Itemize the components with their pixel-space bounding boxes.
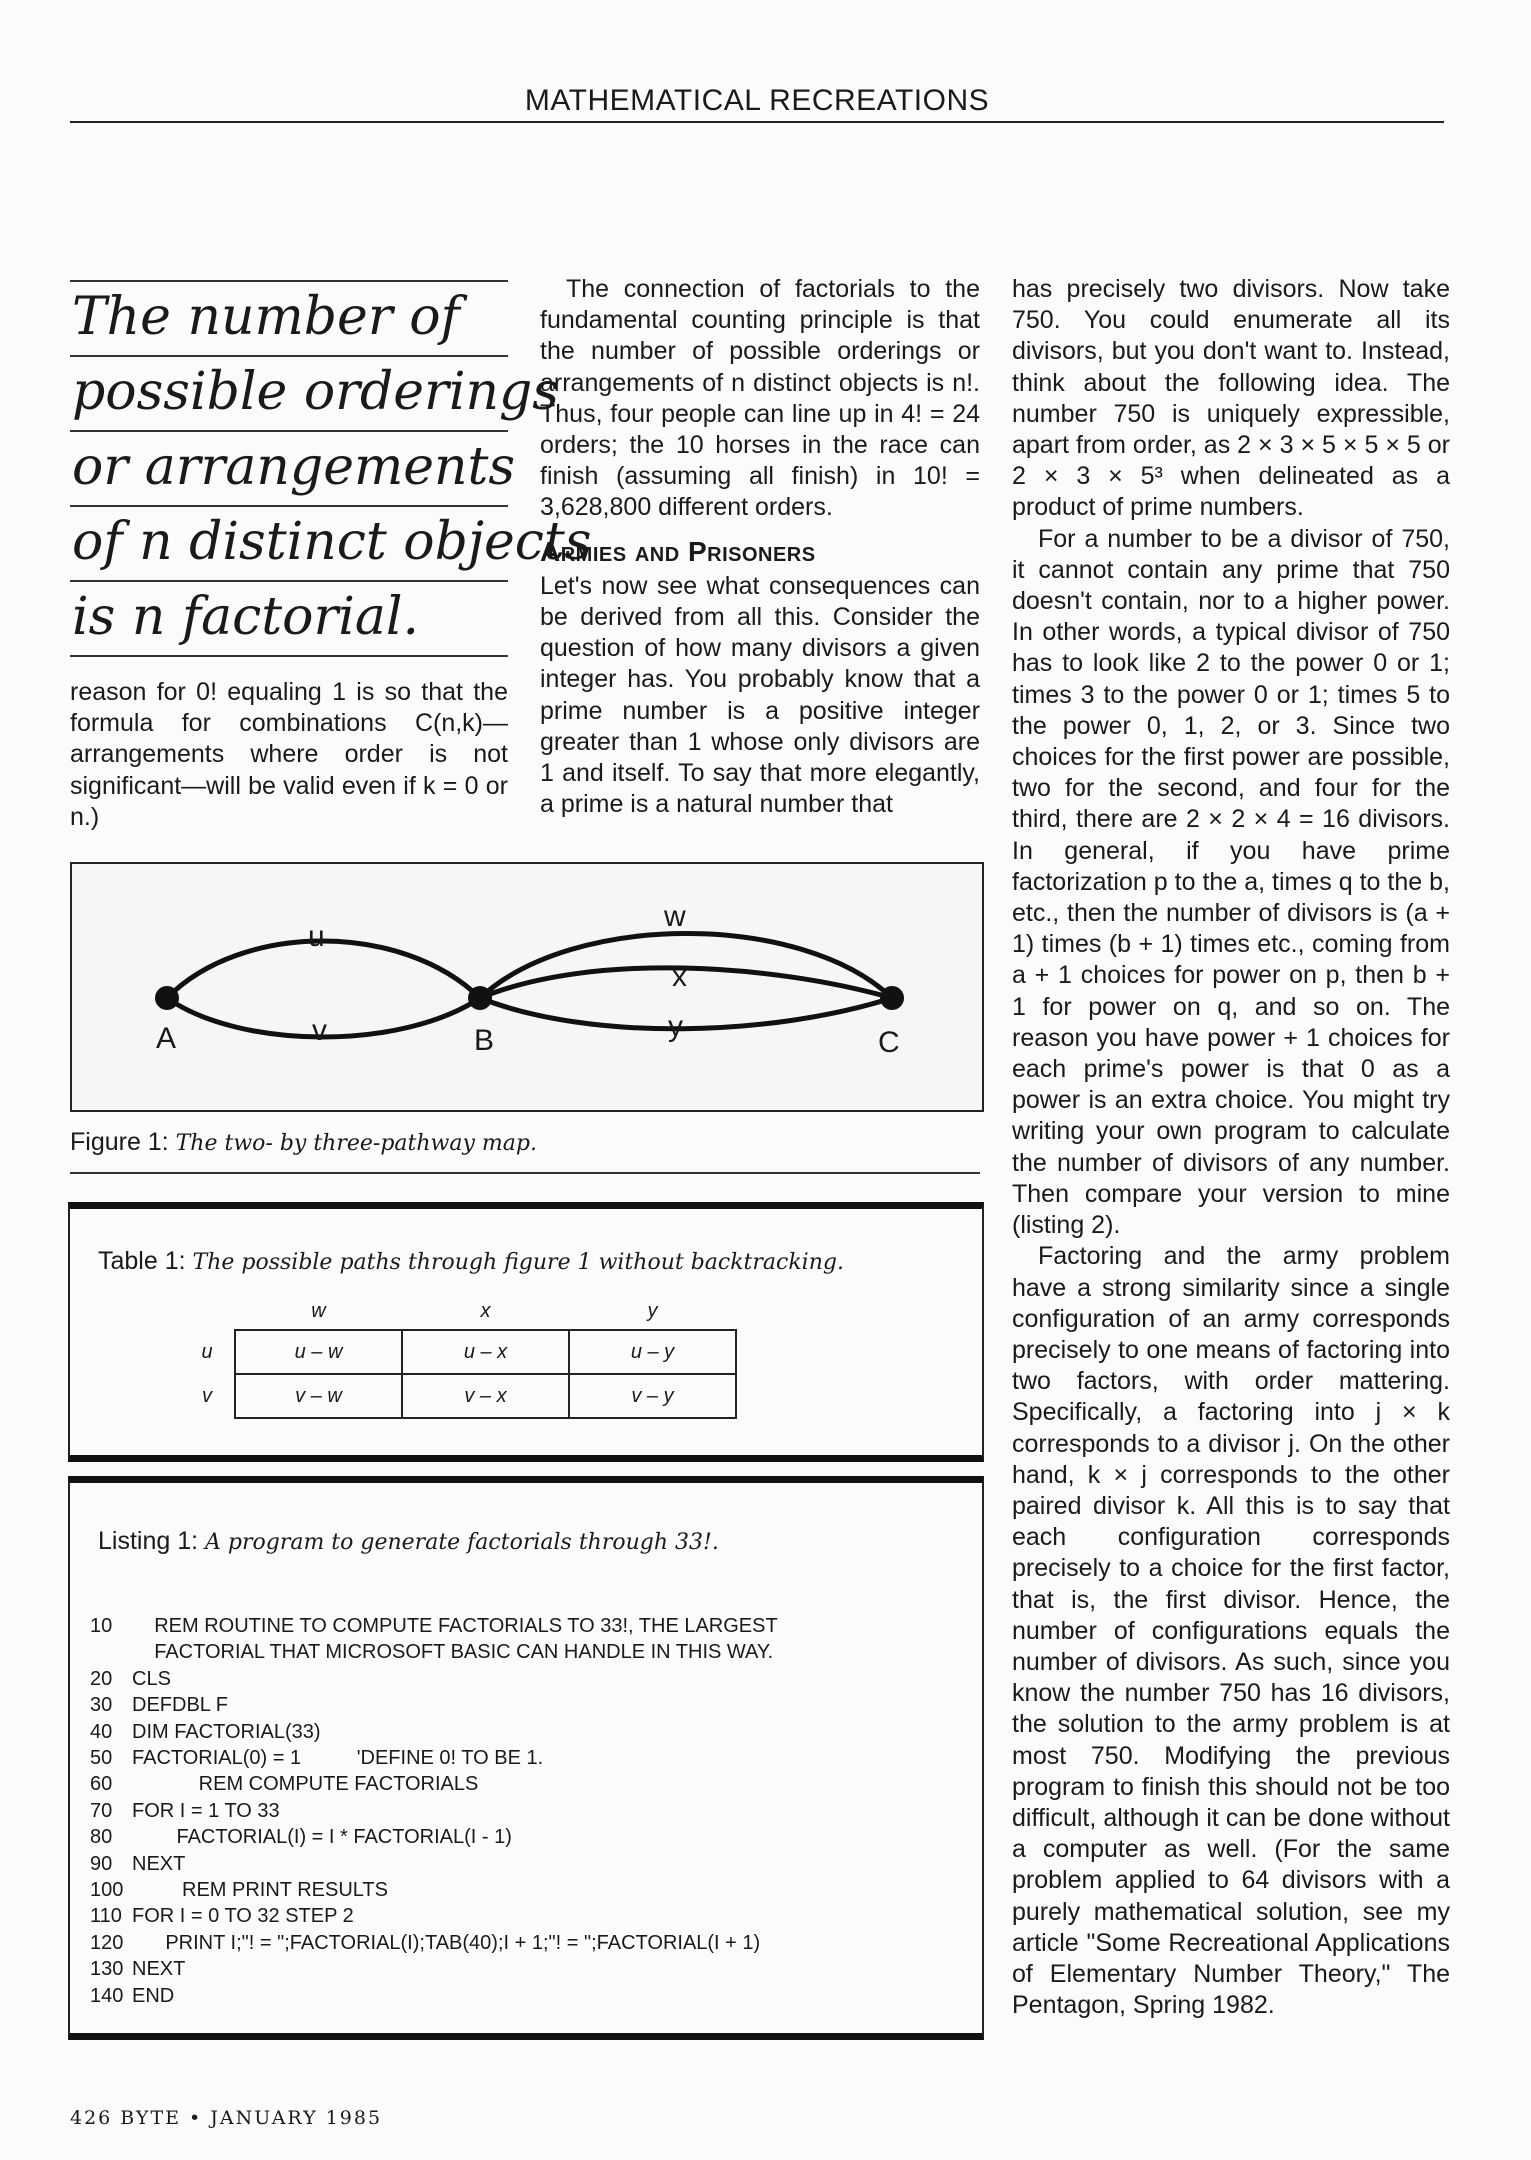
code-line [90,1877,778,1903]
table-cell: v – w [235,1374,402,1418]
edge-label-v: v [312,1014,327,1047]
table-row [180,1374,736,1418]
code-text: FACTORIAL(0) = 1 'DEFINE 0! TO BE 1. [132,1747,544,1770]
figure-caption-label: Figure 1: [70,1128,169,1156]
column-1-text: reason for 0! equaling 1 is so that the formula for combinations C(n,k)—arrangements where order is not significant—will be valid even if k = 0 or n.) [70,678,508,831]
code-text: FACTORIAL(I) = I * FACTORIAL(I - 1) [132,1826,512,1849]
code-line [90,1824,778,1850]
table-cell: u – y [569,1330,736,1374]
code-line [90,1745,778,1771]
code-text: FOR I = 0 TO 32 STEP 2 [132,1905,354,1928]
code-text: NEXT [132,1852,186,1875]
edge-label-u: u [308,920,325,953]
node-label-b: B [474,1024,495,1057]
listing-caption-text: A program to generate factorials through 33!. [205,1530,719,1555]
pull-quote-line: possible orderings [70,355,508,430]
pull-quote-line: is n factorial. [70,580,508,657]
line-number: 80 [90,1826,113,1849]
row-header: v [202,1384,212,1407]
table-cell: v – y [569,1374,736,1418]
column-header: w [311,1299,326,1322]
line-number: 100 [90,1879,124,1902]
paragraph: Let's now see what consequences can be derived from all this. Consider the question of how many divisors a given integer has. You probably know that a prime number is a positive integer greater than 1 whose only divisors are 1 and itself. To say that more elegantly, a prime is a natural number that [540,571,980,819]
code-line [90,1719,778,1745]
column-1 [70,677,508,833]
table-corner [180,1293,235,1330]
line-number: 130 [90,1958,124,1981]
line-number: 90 [90,1852,113,1875]
code-line [90,1851,778,1877]
node-b-dot [468,986,492,1010]
listing-caption [98,1527,719,1556]
section-heading: Armies and Prisoners [540,535,816,567]
line-number: 110 [90,1905,122,1928]
paths-table [180,1293,737,1419]
code-text: REM PRINT RESULTS [132,1879,388,1902]
edge-y [480,998,892,1029]
table-row [180,1330,736,1374]
node-a-dot [155,986,179,1010]
code-line [90,1666,778,1692]
code-line [90,1956,778,1982]
column-header: x [480,1299,491,1322]
code-line [90,1903,778,1929]
code-text: DEFDBL F [132,1694,228,1717]
table-caption-text: The possible paths through figure 1 without backtracking. [192,1250,844,1275]
page-footer: 426 BYTE • JANUARY 1985 [70,2107,383,2129]
column-2 [540,274,980,820]
edge-label-y: y [668,1010,683,1043]
pull-quote [70,280,592,657]
row-header: u [201,1340,213,1363]
line-number: 120 [90,1931,124,1954]
code-line [90,1613,778,1639]
line-number: 50 [90,1747,113,1770]
pull-quote-line: of n distinct objects [70,505,508,580]
code-line [90,1771,778,1797]
code-text: NEXT [132,1958,186,1981]
pathway-diagram [72,864,982,1110]
code-line [90,1983,778,2009]
code-listing [90,1613,778,2009]
code-text: REM ROUTINE TO COMPUTE FACTORIALS TO 33!, THE LARGEST [132,1615,778,1637]
listing-caption-label: Listing 1: [98,1527,199,1555]
pull-quote-line: The number of [70,280,508,355]
code-line [90,1798,778,1824]
edge-label-x: x [672,960,687,993]
line-number: 30 [90,1694,113,1717]
paragraph: Factoring and the army problem have a strong similarity since a single configuration of an army corresponds precisely to one means of factoring into two factors, with order mattering. Specifically, a factoring into j × k corresponds to a divisor j. On the other hand, k × j corresponds to the other paired divisor k. All this is to say that each configuration corresponds precisely to a choice for the first factor, that is, the first divisor. Hence, the number of configurations equals the number of divisors. As such, since you know the number 750 has 16 divisors, the solution to the army problem is at most 750. Modifying the previous program to finish this should not be too difficult, although it can be done without a computer as well. (For the same problem applied to 64 divisors with a purely mathematical solution, see my article "Some Recreational Applications of Elementary Number Theory," The Pentagon, Spring 1982. [1012,1242,1450,2020]
listing-1-box [68,1476,984,2040]
table-caption-label: Table 1: [98,1247,186,1275]
node-label-c: C [878,1026,900,1059]
code-text: END [132,1984,175,2007]
code-text: REM COMPUTE FACTORIALS [132,1773,479,1796]
running-head: MATHEMATICAL RECREATIONS [524,84,990,117]
table-caption [98,1247,844,1276]
paragraph: The connection of factorials to the fundamental counting principle is that the number of possible orderings or arrangements of n distinct objects is n!. Thus, four people can line up in 4! = 24 orders; the 10 horses in the race can finish (assuming all finish) in 10! = 3,628,800 different orders. [540,275,980,522]
code-text: FOR I = 1 TO 33 [132,1799,280,1822]
edge-label-w: w [664,900,686,933]
code-text: FACTORIAL THAT MICROSOFT BASIC CAN HANDLE IN THIS WAY. [132,1641,774,1664]
code-text: PRINT I;"! = ";FACTORIAL(I);TAB(40);I + 1;"! = ";FACTORIAL(I + 1) [132,1931,761,1954]
node-label-a: A [156,1022,177,1055]
column-header: y [647,1299,658,1322]
code-line [90,1639,778,1665]
line-number: 40 [90,1720,113,1743]
code-line [90,1692,778,1718]
line-number: 140 [90,1984,124,2007]
header-rule [70,121,1444,123]
line-number: 70 [90,1799,113,1822]
paragraph: has precisely two divisors. Now take 750. You could enumerate all its divisors, but you don't want to. Instead, think about the following idea. The number 750 is uniquely expressible, apart from order, as 2 × 3 × 5 × 5 × 5 or 2 × 3 × 5³ when delineated as a product of prime numbers. [1012,275,1450,522]
code-text: DIM FACTORIAL(33) [132,1720,321,1743]
paragraph: For a number to be a divisor of 750, it cannot contain any prime that 750 doesn't contain, nor to a higher power. In other words, a typical divisor of 750 has to look like 2 to the power 0 or 1; times 3 to the power 0 or 1; times 5 to the power 0, 1, 2, or 3. Since two choices for the first power are possible, two for the second, and four for the third, there are 2 × 2 × 4 = 16 divisors. In general, if you have prime factorization p to the a, times q to the b, etc., then the number of divisors is (a + 1) times (b + 1) times etc., coming from a + 1 choices for power on p, then b + 1 for power on q, and so on. The reason you have power + 1 choices for each prime's power is that 0 as a power is an extra choice. You might try writing your own program to calculate the number of divisors of any number. Then compare your version to mine (listing 2). [1012,524,1450,1240]
line-number: 20 [90,1667,113,1690]
line-number: 10 [90,1615,113,1637]
code-line [90,1930,778,1956]
figure-caption [70,1128,537,1157]
code-text: CLS [132,1667,171,1690]
line-number [90,1639,132,1665]
node-c-dot [880,986,904,1010]
table-1-box [68,1202,984,1462]
line-number: 60 [90,1773,113,1796]
caption-rule [70,1172,980,1174]
table-header-row [180,1293,736,1330]
pull-quote-line: or arrangements [70,430,508,505]
table-cell: u – w [235,1330,402,1374]
column-3 [1012,274,1450,2021]
table-cell: v – x [402,1374,569,1418]
figure-1-pathway-map [70,862,984,1112]
table-cell: u – x [402,1330,569,1374]
figure-caption-text: The two- by three-pathway map. [175,1131,537,1156]
